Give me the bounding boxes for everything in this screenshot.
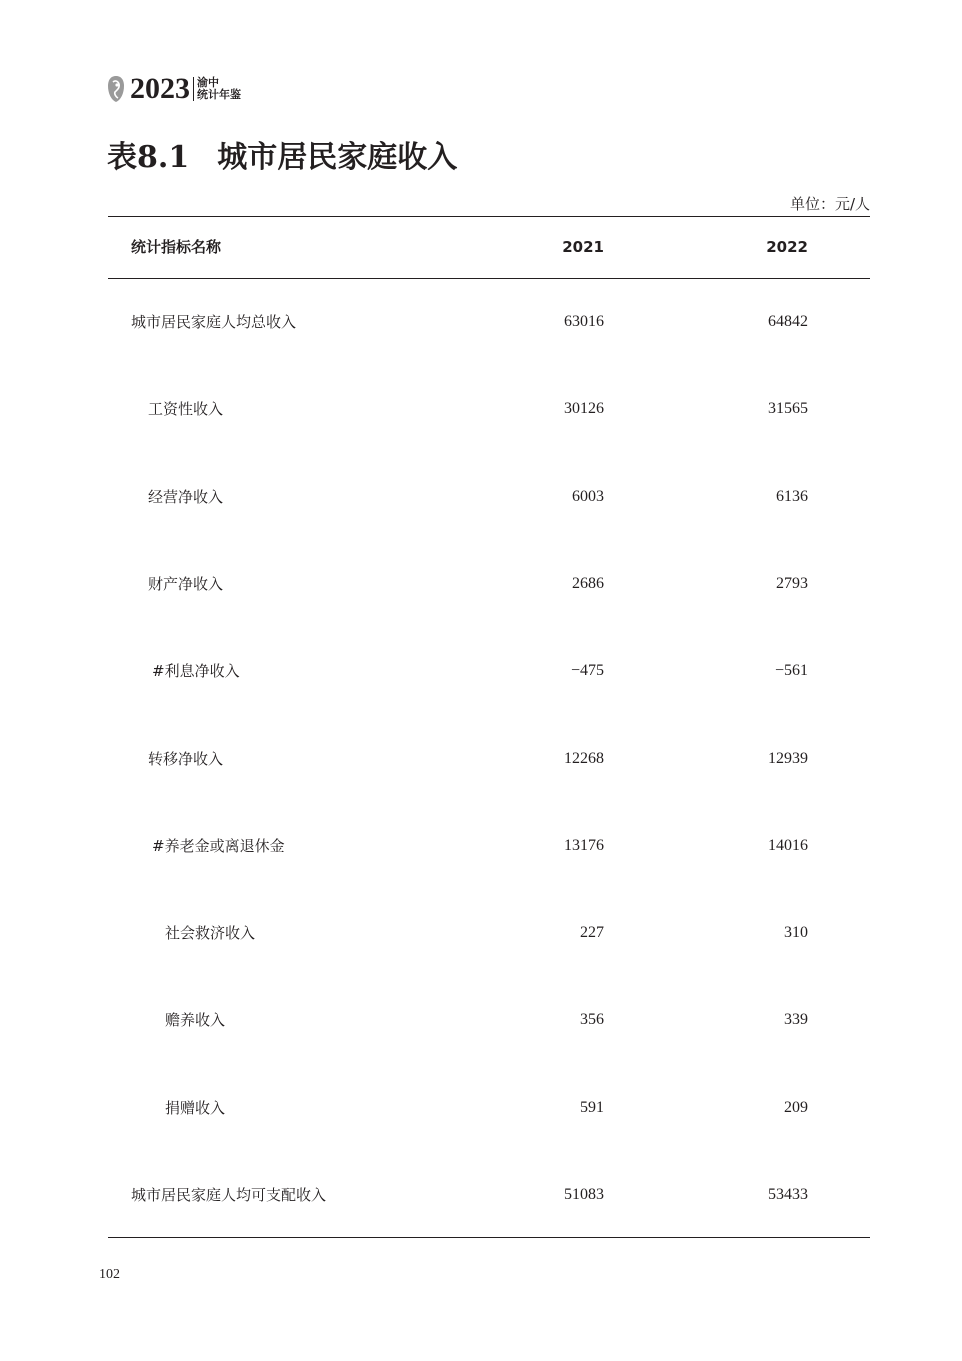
table-row <box>0 661 962 681</box>
value-2021: 12268 <box>564 750 604 767</box>
yearbook-name <box>197 77 241 101</box>
value-2021: 30126 <box>564 400 604 417</box>
value-2022: −561 <box>774 662 808 679</box>
row-label: 工资性收入 <box>148 400 224 418</box>
row-label: 城市居民家庭人均总收入 <box>131 313 297 331</box>
value-2021: 2686 <box>572 575 604 592</box>
row-label: 财产净收入 <box>148 575 224 593</box>
row-label: #利息净收入 <box>152 662 240 680</box>
yearbook-name-line1: 渝中 <box>197 76 219 89</box>
table-row <box>0 836 962 856</box>
table-row <box>0 749 962 769</box>
row-label: 经营净收入 <box>148 488 224 506</box>
row-label: #养老金或离退休金 <box>152 837 285 855</box>
value-2021: 63016 <box>564 313 604 330</box>
column-header-2021: 2021 <box>562 238 604 256</box>
value-2022: 339 <box>784 1011 808 1028</box>
row-label: 转移净收入 <box>148 750 224 768</box>
value-2021: −475 <box>570 662 604 679</box>
value-2022: 31565 <box>768 400 808 417</box>
value-2022: 209 <box>784 1099 808 1116</box>
value-2022: 14016 <box>768 837 808 854</box>
yearbook-emblem-icon <box>106 74 126 104</box>
table-header-rule <box>108 278 870 279</box>
yearbook-logo <box>106 72 241 106</box>
value-2021: 6003 <box>572 488 604 505</box>
table-top-rule <box>108 216 870 217</box>
value-2021: 591 <box>580 1099 604 1116</box>
table-row <box>0 1185 962 1205</box>
value-2022: 53433 <box>768 1186 808 1203</box>
table-number: 表8.1 <box>107 140 190 175</box>
row-label: 捐赠收入 <box>165 1099 226 1117</box>
row-label: 城市居民家庭人均可支配收入 <box>131 1186 327 1204</box>
value-2021: 356 <box>580 1011 604 1028</box>
value-2022: 12939 <box>768 750 808 767</box>
yearbook-year: 2023 <box>130 72 190 105</box>
value-2022: 64842 <box>768 313 808 330</box>
value-2022: 2793 <box>776 575 808 592</box>
table-title-text: 城市居民家庭收入 <box>217 140 458 175</box>
table-row <box>0 923 962 943</box>
table-row <box>0 1010 962 1030</box>
table-row <box>0 399 962 419</box>
page-number: 102 <box>99 1267 120 1282</box>
value-2021: 13176 <box>564 837 604 854</box>
row-label: 赡养收入 <box>165 1011 226 1029</box>
column-header-2022: 2022 <box>766 238 808 256</box>
value-2021: 51083 <box>564 1186 604 1203</box>
table-bottom-rule <box>108 1237 870 1238</box>
table-row <box>0 487 962 507</box>
yearbook-name-line2: 统计年鉴 <box>197 88 241 101</box>
row-label: 社会救济收入 <box>165 924 256 942</box>
table-row <box>0 1098 962 1118</box>
value-2022: 6136 <box>776 488 808 505</box>
table-title <box>107 138 457 178</box>
unit-note: 单位：元/人 <box>789 195 870 213</box>
table-row <box>0 574 962 594</box>
column-header-name: 统计指标名称 <box>131 238 222 256</box>
value-2021: 227 <box>580 924 604 941</box>
value-2022: 310 <box>784 924 808 941</box>
table-row <box>0 312 962 332</box>
logo-divider <box>193 77 194 101</box>
